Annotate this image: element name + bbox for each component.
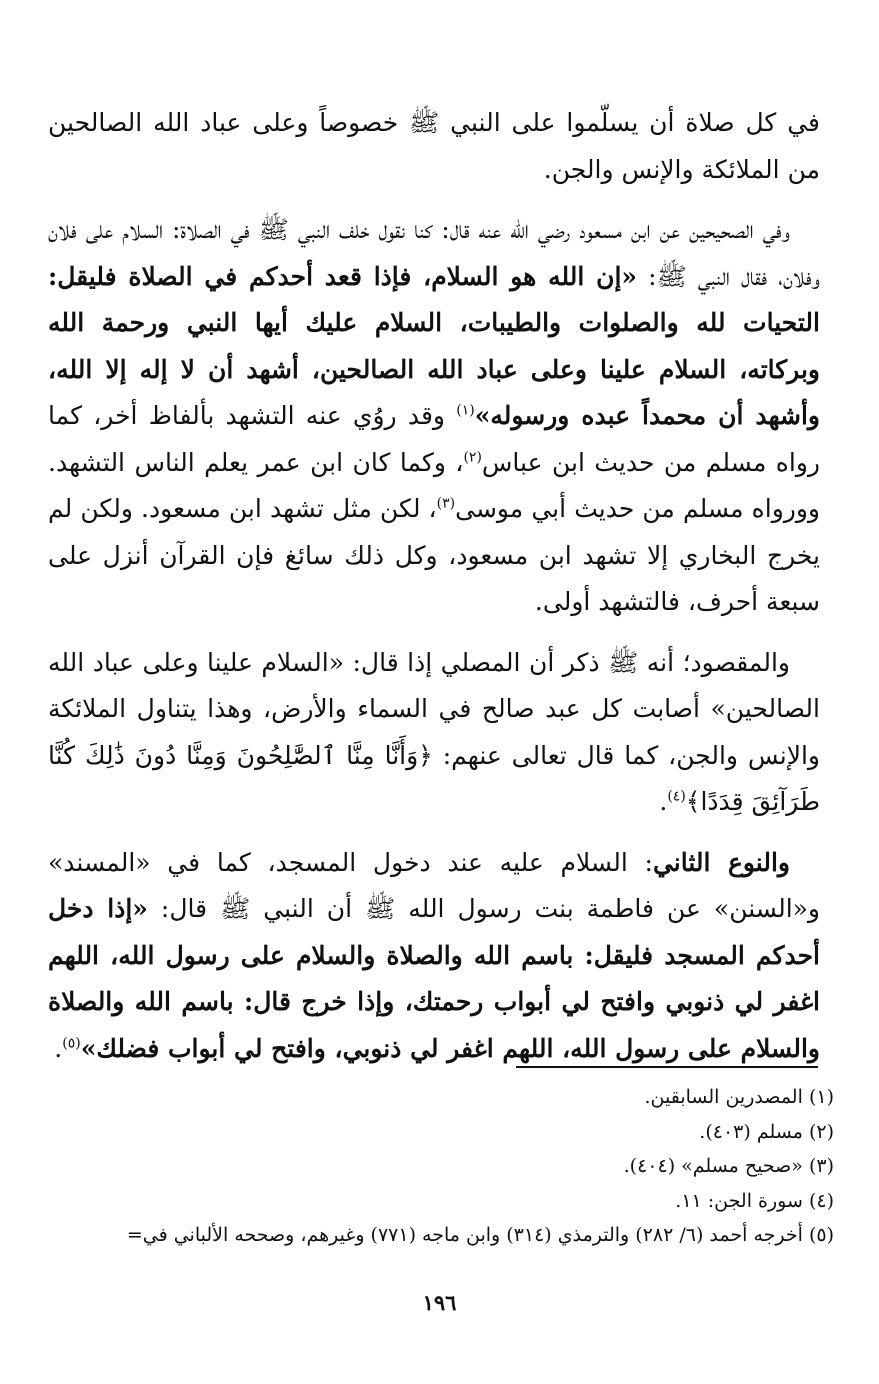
footnote-text: أخرجه أحمد (٦/ ٢٨٢) والترمذي (٣١٤) وابن ماجه (٧٧١) وغيرهم، وصححه الألباني في= <box>126 1224 803 1246</box>
text-run: وقد روُي عنه التشهد بألفاظ أخر، كما رواه مسلم من حديث ابن عباس <box>48 401 820 477</box>
page-number: ١٩٦ <box>422 1290 457 1315</box>
footnote-reference: (٣) <box>436 495 456 512</box>
footnote <box>48 1149 834 1184</box>
paragraph <box>48 640 820 826</box>
bold-text-run: والنوع الثاني <box>652 847 790 877</box>
footnote-separator <box>516 1066 818 1068</box>
bold-text-run: «إن الله هو السلام، فإذا قعد أحدكم في الصلاة فليقل: التحيات لله والصلوات والطيبات، السلام عليك أيها النبي ورحمة الله وبركاته، السلام علينا وعلى عباد الله الصالحين، أشهد أن لا إله إلا الله، وأشهد أن محمداً عبده ورسوله» <box>48 261 820 430</box>
footnote-text: سورة الجن: ١١. <box>675 1189 803 1212</box>
paragraph <box>48 207 820 626</box>
text-run: ، وكما كان ابن عمر يعلم الناس التشهد. وورواه مسلم من حديث أبي موسى <box>48 447 821 523</box>
text-run: . <box>659 787 668 816</box>
footnote-number: (٢) <box>808 1120 834 1143</box>
text-run: وفي الصحيحين عن ابن مسعود رضي الله عنه قال: كنا نقول خلف النبي ﷺ في الصلاة: السلام على فلان وفلان، فقال النبي ﷺ: <box>48 215 821 291</box>
bold-text-run: «إذا دخل أحدكم المسجد فليقل: باسم الله والصلاة والسلام على رسول الله، اللهم اغفر لي ذنوبي وافتح لي أبواب رحمتك، وإذا خرج قال: باسم الله والصلاة والسلام على رسول الله، اللهم اغفر لي ذنوبي، وافتح لي أبواب فضلك» <box>48 894 820 1063</box>
paragraph <box>48 840 820 1073</box>
quran-verse: ﴿وَأَنَّا مِنَّا ٱلصَّٰلِحُونَ وَمِنَّا دُونَ ذَٰلِكَ كُنَّا طَرَآئِقَ قِدَدًا﴾ <box>48 740 820 816</box>
footnote-text: مسلم (٤٠٣). <box>699 1120 803 1143</box>
main-text <box>48 100 820 1086</box>
footnote-reference: (٥) <box>62 1035 81 1052</box>
footnote <box>48 1218 834 1253</box>
footnote-reference: (٤) <box>667 788 686 805</box>
text-run: في كل صلاة أن يسلّموا على النبي ﷺ خصوصاً وعلى عباد الله الصالحين من الملائكة والإنس والجن. <box>48 108 820 184</box>
text-run: ، لكن مثل تشهد ابن مسعود. ولكن لم يخرج البخاري إلا تشهد ابن مسعود، وكل ذلك سائغ فإن القرآن أنزل على سبعة أحرف، فالتشهد أولى. <box>48 494 820 616</box>
footnote-number: (٥) <box>808 1224 834 1246</box>
footnote-reference: (١) <box>456 402 475 419</box>
text-run: . <box>54 1033 63 1063</box>
footnote-number: (٤) <box>808 1189 834 1212</box>
footnote-text: المصدرين السابقين. <box>644 1086 803 1108</box>
footnote-reference: (٢) <box>463 449 482 466</box>
footnote <box>48 1080 834 1115</box>
paragraph <box>48 100 820 193</box>
footnotes <box>48 1080 834 1253</box>
footnote-number: (٣) <box>808 1155 834 1177</box>
footnote-text: «صحيح مسلم» (٤٠٤). <box>623 1155 803 1177</box>
text-run: والمقصود؛ أنه ﷺ ذكر أن المصلي إذا قال: «السلام علينا وعلى عباد الله الصالحين» أصابت كل عبد صالح في السماء والأرض، وهذا يتناول الملائكة والإنس والجن، كما قال تعالى عنهم: <box>48 647 820 770</box>
text-run: : السلام عليه عند دخول المسجد، كما في «المسند» و«السنن» عن فاطمة بنت رسول الله ﷺ أن النبي ﷺ قال: <box>48 847 821 923</box>
footnote-number: (١) <box>808 1086 834 1108</box>
footnote <box>48 1184 834 1219</box>
footnote <box>48 1115 834 1150</box>
